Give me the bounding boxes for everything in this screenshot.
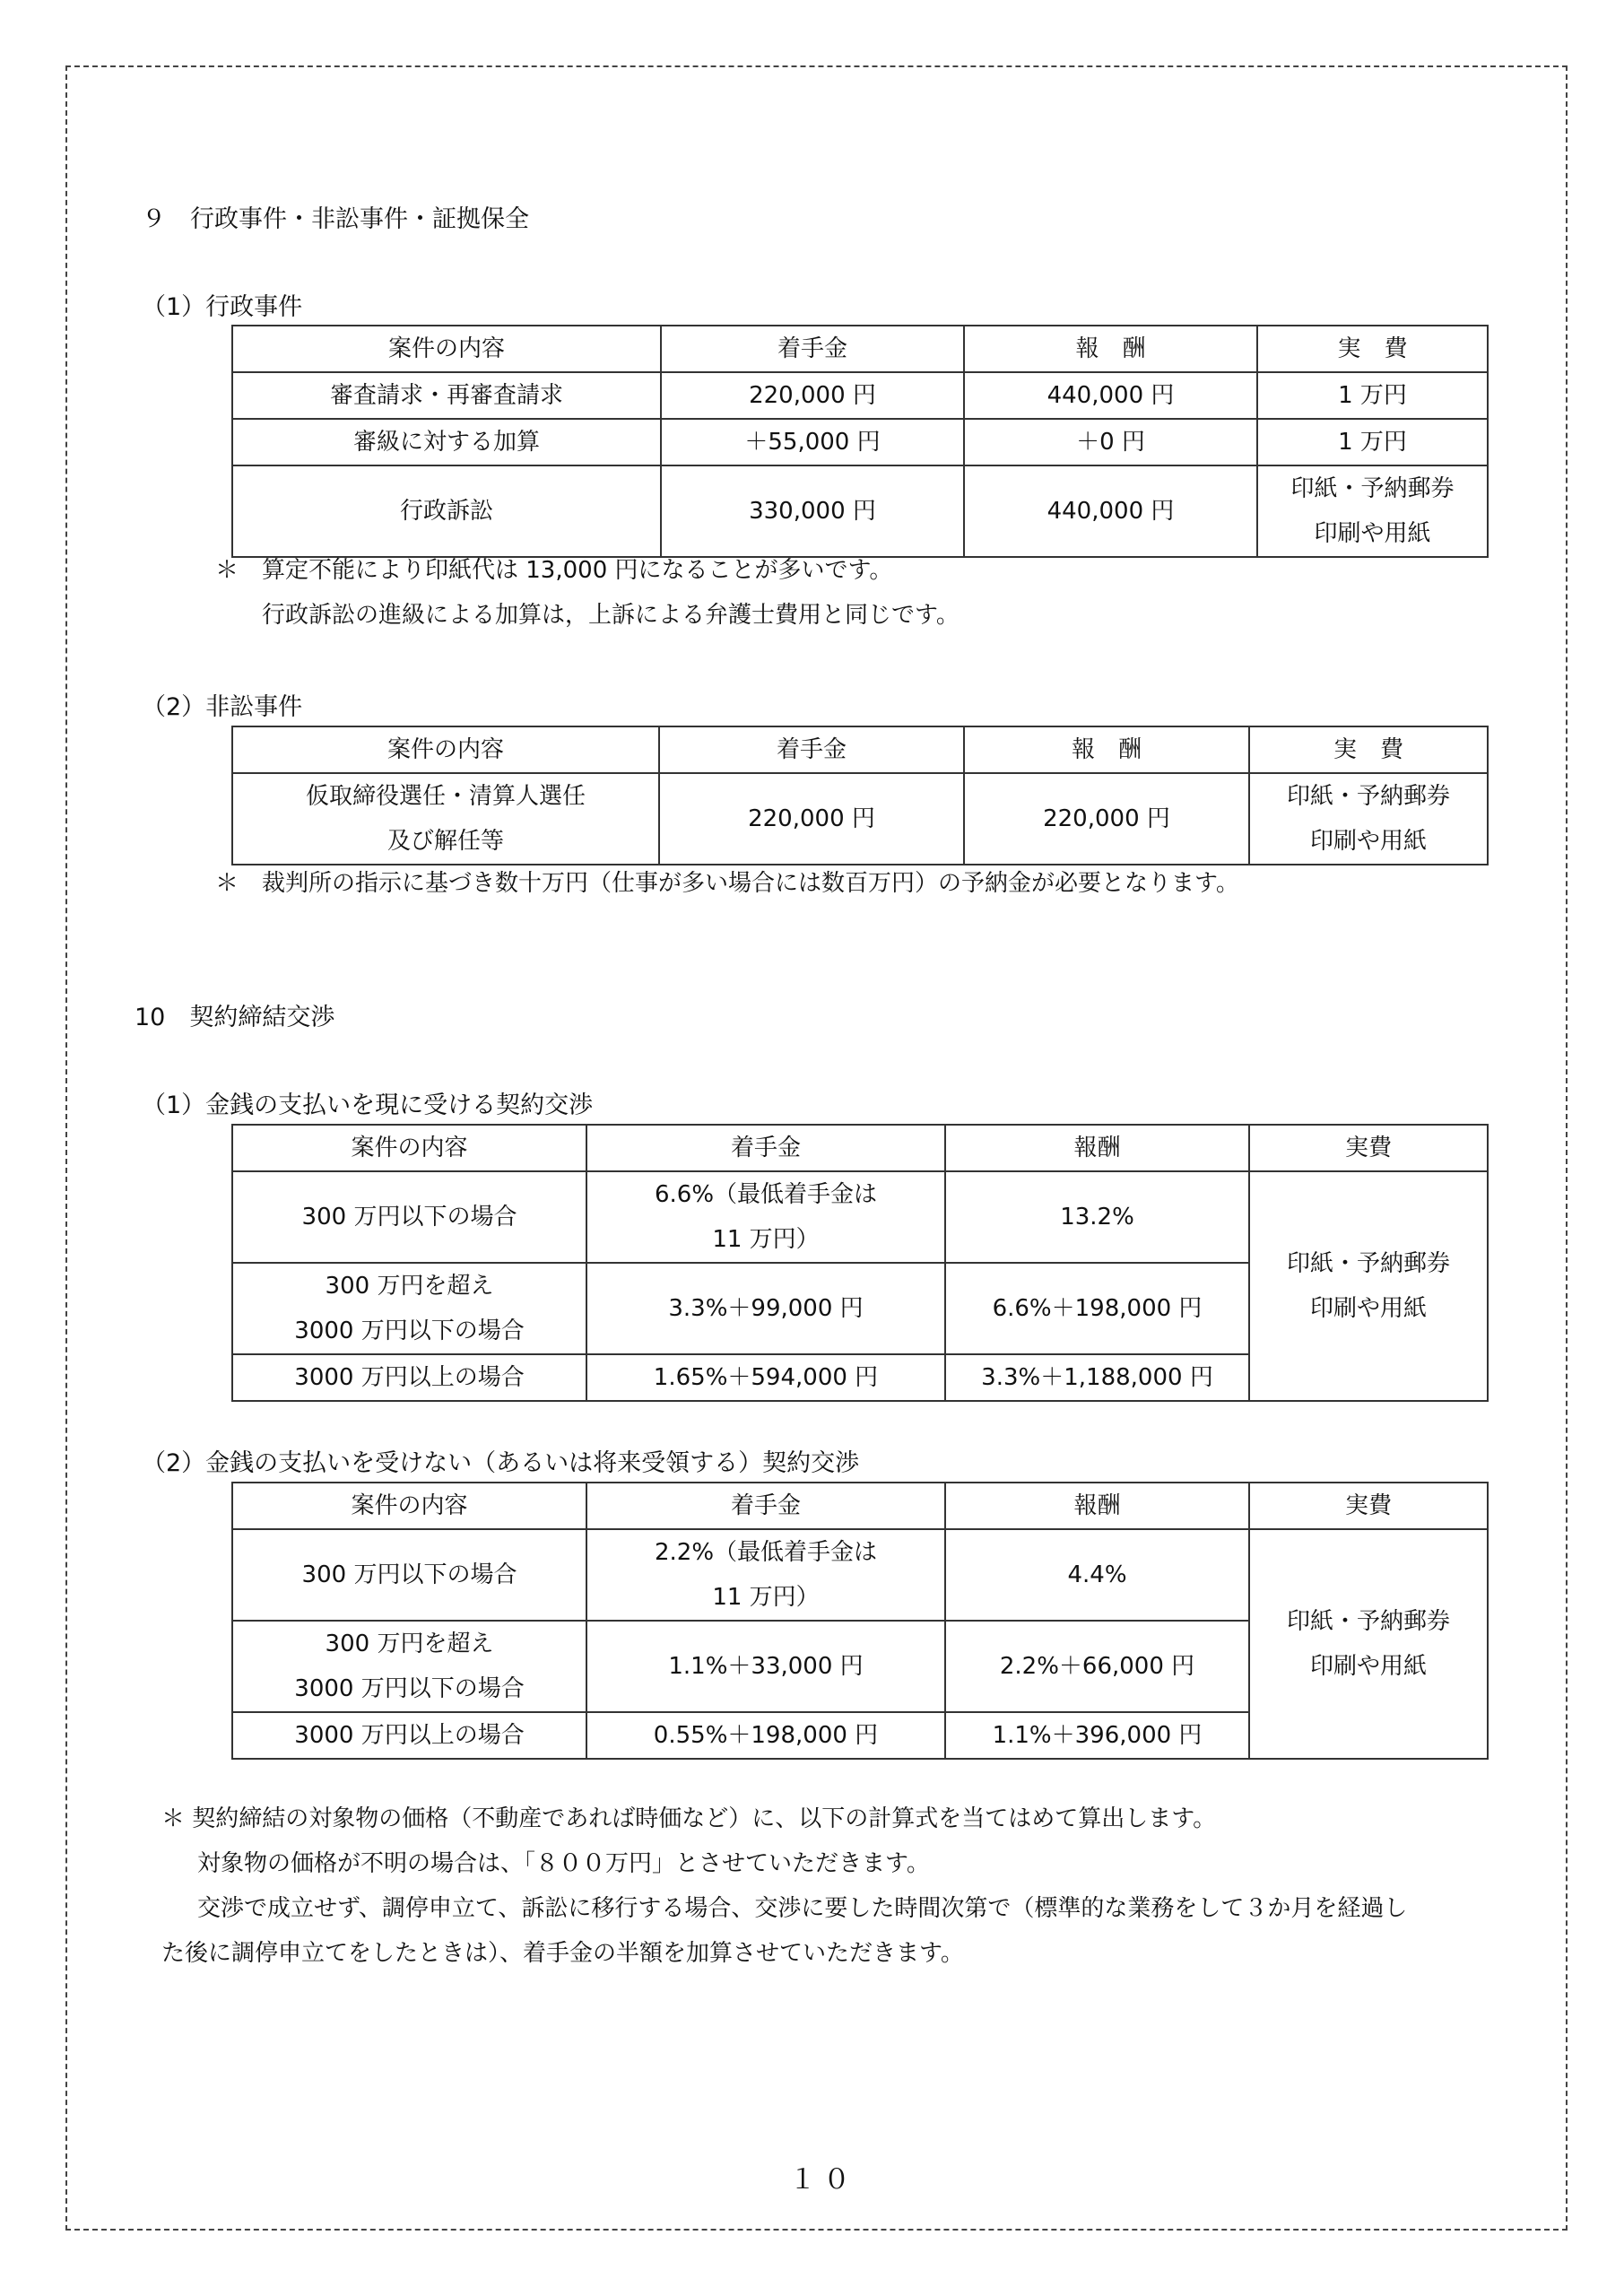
note-text: 交渉で成立せず、調停申立て、訴訟に移行する場合、交渉に要した時間次第で（標準的な業務をして３か月を経過し <box>197 1895 1408 1922</box>
table-cell: 220,000 円 <box>661 372 964 419</box>
header-cell: 案件の内容 <box>232 1125 586 1171</box>
cell-line: 印紙・予納郵券 <box>1290 475 1455 502</box>
cell-line: 3000 万円以下の場合 <box>294 1675 525 1702</box>
table-cell: 13.2% <box>945 1171 1249 1263</box>
table-cell: 2.2%＋66,000 円 <box>945 1621 1249 1712</box>
table-cell-expenses <box>1249 1171 1488 1401</box>
table-cell: 220,000 円 <box>964 773 1249 865</box>
note-text: 行政訴訟の進級による加算は，上訴による弁護士費用と同じです。 <box>262 602 960 629</box>
table-row <box>232 1529 1488 1621</box>
contract-negotiation-unpaid-fee-table <box>231 1482 1489 1760</box>
table-row <box>232 372 1488 419</box>
table-cell: 1 万円 <box>1257 419 1488 465</box>
table-cell-expenses <box>1249 1529 1488 1759</box>
section-10-1-title: （1）金銭の支払いを現に受ける契約交渉 <box>142 1091 594 1119</box>
table-cell: 審査請求・再審査請求 <box>232 372 661 419</box>
table-cell: ＋55,000 円 <box>661 419 964 465</box>
cell-line: 300 万円を超え <box>325 1631 494 1657</box>
table-cell <box>586 1529 945 1621</box>
note-text: 対象物の価格が不明の場合は、「８００万円」とさせていただきます。 <box>197 1850 930 1877</box>
cell-line: 印紙・予納郵券 <box>1286 1250 1450 1277</box>
table-cell <box>232 1263 586 1354</box>
table-cell: 6.6%＋198,000 円 <box>945 1263 1249 1354</box>
administrative-case-fee-table <box>231 325 1489 558</box>
page-number: １０ <box>789 2164 857 2196</box>
contract-negotiation-paid-fee-table <box>231 1124 1489 1402</box>
table-cell: 3.3%＋99,000 円 <box>586 1263 945 1354</box>
table-cell: 審級に対する加算 <box>232 419 661 465</box>
table-cell: 300 万円以下の場合 <box>232 1171 586 1263</box>
header-cell: 報 酬 <box>964 726 1249 773</box>
header-cell: 報酬 <box>945 1125 1249 1171</box>
table-cell: 220,000 円 <box>659 773 964 865</box>
table-cell: 行政訴訟 <box>232 465 661 557</box>
section-10-2-title: （2）金銭の支払いを受けない（あるいは将来受領する）契約交渉 <box>142 1449 860 1477</box>
table-cell: ＋0 円 <box>964 419 1257 465</box>
section-9-1-title: （1）行政事件 <box>142 293 303 321</box>
cell-line: 印紙・予納郵券 <box>1286 783 1450 810</box>
table-cell: 3000 万円以上の場合 <box>232 1712 586 1759</box>
header-cell: 案件の内容 <box>232 1483 586 1529</box>
cell-line: 11 万円） <box>712 1226 820 1253</box>
header-cell: 実費 <box>1249 1125 1488 1171</box>
header-cell: 案件の内容 <box>232 326 661 372</box>
header-cell: 着手金 <box>586 1125 945 1171</box>
section-10-title: 10 契約締結交渉 <box>135 1004 335 1031</box>
table-cell: 1.65%＋594,000 円 <box>586 1354 945 1401</box>
cell-line: 印紙・予納郵券 <box>1286 1608 1450 1635</box>
table-header-row <box>232 726 1488 773</box>
cell-line: 印刷や用紙 <box>1309 828 1427 855</box>
note-text: た後に調停申立てをしたときは）、着手金の半額を加算させていただきます。 <box>161 1940 964 1967</box>
cell-line: 300 万円を超え <box>325 1273 494 1300</box>
note-text: ＊ 裁判所の指示に基づき数十万円（仕事が多い場合には数百万円）の予納金が必要となります。 <box>215 870 1239 897</box>
header-cell: 報 酬 <box>964 326 1257 372</box>
table-cell: 1.1%＋33,000 円 <box>586 1621 945 1712</box>
table-cell: 3.3%＋1,188,000 円 <box>945 1354 1249 1401</box>
table-cell: 3000 万円以上の場合 <box>232 1354 586 1401</box>
table-cell <box>586 1171 945 1263</box>
cell-line: 2.2%（最低着手金は <box>654 1539 878 1566</box>
table-cell: 0.55%＋198,000 円 <box>586 1712 945 1759</box>
header-cell: 着手金 <box>661 326 964 372</box>
table-cell <box>1249 773 1488 865</box>
cell-line: 印刷や用紙 <box>1309 1653 1427 1680</box>
table-cell: 440,000 円 <box>964 465 1257 557</box>
table-row <box>232 419 1488 465</box>
table-cell <box>232 773 659 865</box>
table-header-row <box>232 1125 1488 1171</box>
table-row <box>232 465 1488 557</box>
cell-line: 仮取締役選任・清算人選任 <box>305 783 586 810</box>
cell-line: 3000 万円以下の場合 <box>294 1318 525 1344</box>
table-cell: 330,000 円 <box>661 465 964 557</box>
table-cell: 4.4% <box>945 1529 1249 1621</box>
section-9-2-title: （2）非訟事件 <box>142 693 303 721</box>
cell-line: 11 万円） <box>712 1584 820 1611</box>
header-cell: 実費 <box>1249 1483 1488 1529</box>
table-cell: 440,000 円 <box>964 372 1257 419</box>
cell-line: 及び解任等 <box>386 828 504 855</box>
note-text: ＊ 算定不能により印紙代は 13,000 円になることが多いです。 <box>215 557 893 584</box>
table-cell: 300 万円以下の場合 <box>232 1529 586 1621</box>
header-cell: 案件の内容 <box>232 726 659 773</box>
table-cell <box>1257 465 1488 557</box>
table-row <box>232 1171 1488 1263</box>
table-header-row <box>232 326 1488 372</box>
non-contentious-case-fee-table <box>231 726 1489 865</box>
section-9-title: ９ 行政事件・非訟事件・証拠保全 <box>142 205 529 233</box>
header-cell: 実 費 <box>1257 326 1488 372</box>
header-cell: 着手金 <box>586 1483 945 1529</box>
header-cell: 実 費 <box>1249 726 1488 773</box>
table-header-row <box>232 1483 1488 1529</box>
cell-line: 印刷や用紙 <box>1314 520 1431 547</box>
table-row <box>232 773 1488 865</box>
cell-line: 印刷や用紙 <box>1309 1295 1427 1322</box>
table-cell: 1.1%＋396,000 円 <box>945 1712 1249 1759</box>
table-cell <box>232 1621 586 1712</box>
header-cell: 報酬 <box>945 1483 1249 1529</box>
table-cell: 1 万円 <box>1257 372 1488 419</box>
note-text: ＊ 契約締結の対象物の価格（不動産であれば時価など）に、以下の計算式を当てはめて算出します。 <box>161 1805 1217 1832</box>
cell-line: 6.6%（最低着手金は <box>654 1181 878 1208</box>
header-cell: 着手金 <box>659 726 964 773</box>
